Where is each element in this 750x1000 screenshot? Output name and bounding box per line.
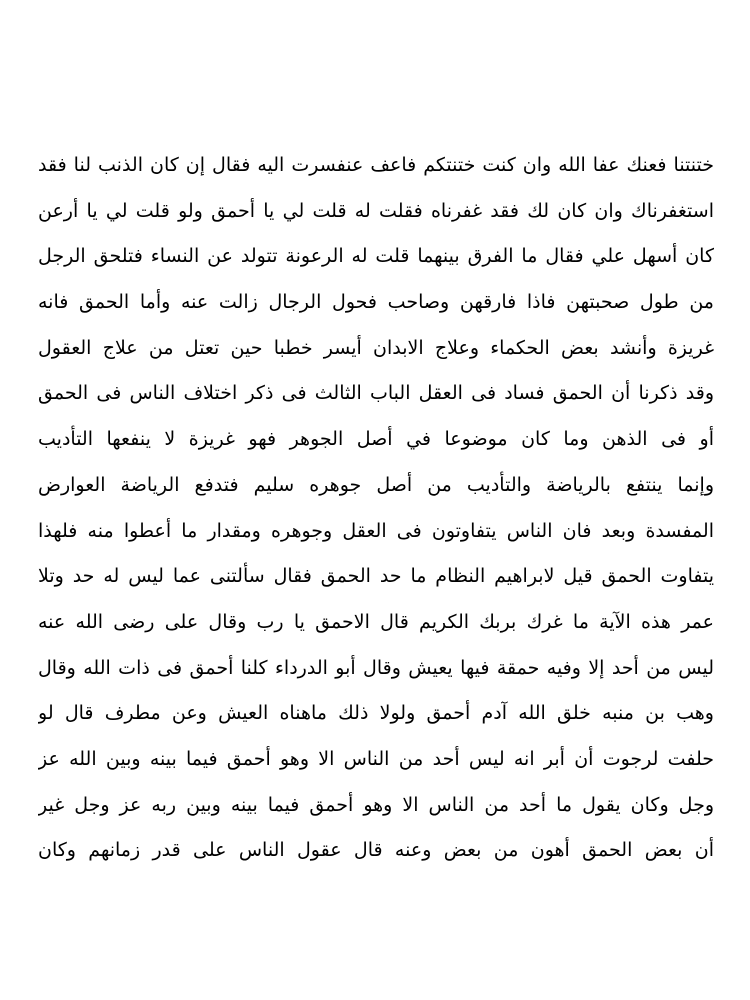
text-line: وإنما ينتفع بالرياضة والتأديب من أصل جوهره سليم فتدفع الرياضة العوارض [38,473,714,496]
text-line: المفسدة وبعد فان الناس يتفاوتون فى العقل وجوهره ومقدار ما أعطوا منه فلهذا [38,519,714,542]
text-line: أو فى الذهن وما كان موضوعا في أصل الجوهر فهو غريزة لا ينفعها التأديب [38,428,714,451]
text-line: ليس من أحد إلا وفيه حمقة فيها يعيش وقال أبو الدرداء كلنا أحمق فى ذات الله وقال [38,656,714,679]
text-line: وجل وكان يقول ما أحد من الناس الا وهو أحمق فيما بينه وبين ربه عز وجل غير [38,793,714,816]
text-line: ختنتنا فعنك عفا الله وان كنت ختنتكم فاعف عنفسرت اليه فقال إن كان الذنب لنا فقد [38,154,714,176]
text-line: عمر هذه الآية ما غرك بربك الكريم قال الاحمق يا رب وقال على رضى الله عنه [38,610,714,633]
text-line: كان أسهل علي فقال ما الفرق بينهما قلت له الرعونة تتولد عن النساء فتلحق الرجل [38,245,714,268]
body-text [38,143,714,874]
text-line: وهب بن منبه خلق الله آدم أحمق ولولا ذلك ماهناه العيش وعن مطرف قال لو [38,702,714,725]
text-line: من طول صحبتهن فاذا فارقهن وصاحب فحول الرجال زالت عنه وأما الحمق فانه [38,291,714,314]
text-line: وقد ذكرنا أن الحمق فساد فى العقل الباب الثالث فى ذكر اختلاف الناس فى الحمق [38,382,714,405]
text-line: حلفت لرجوت أن أبر انه ليس أحد من الناس الا وهو أحمق فيما بينه وبين الله عز [38,747,714,770]
text-line: غريزة وأنشد بعض الحكماء وعلاج الابدان أيسر خطبا حين تعتل من علاج العقول [38,336,714,359]
text-line: أن بعض الحمق أهون من بعض وعنه قال عقول الناس على قدر زمانهم وكان [38,839,714,862]
text-line: استغفرناك وان كان لك فقد غفرناه فقلت له قلت لي يا أحمق ولو قلت لي يا أرعن [38,199,714,222]
text-line: يتفاوت الحمق قيل لابراهيم النظام ما حد الحمق فقال سألتنى عما ليس له حد وتلا [38,565,714,588]
